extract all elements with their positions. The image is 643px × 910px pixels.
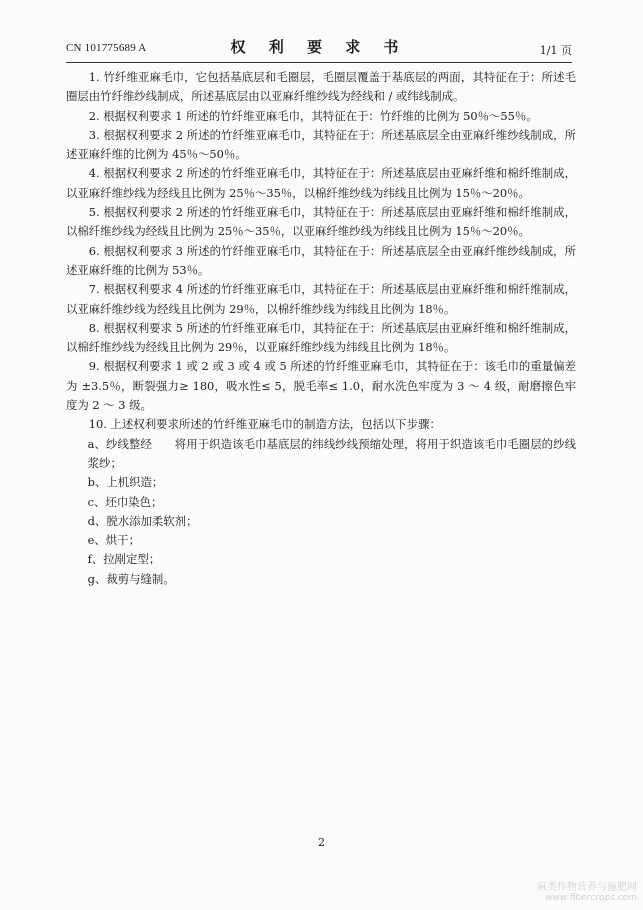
page-indicator: 1/1 页 (539, 44, 572, 57)
step-f: f、拉剐定型； (87, 552, 161, 567)
header-divider (66, 62, 572, 63)
claim-3: 3. 根据权利要求 2 所述的竹纤维亚麻毛巾，其特征在于：所述基底层全由亚麻纤维纱线制成，所述亚麻纤维的比例为 45％～50％。 (66, 127, 576, 162)
step-d: d、脱水添加柔软剂； (87, 513, 198, 528)
step-c: c、坯巾染色； (87, 494, 163, 509)
claim-9: 9. 根据权利要求 1 或 2 或 3 或 4 或 5 所述的竹纤维亚麻毛巾，其特征在于：该毛巾的重量偏差为 ±3.5％，断裂强力≥ 180，吸水性≤ 5，脱毛率≤ 1.0，耐水洗色牢度为 3 ～ 4 级，耐磨擦色牢度为 2 ～ 3 级。 (66, 359, 576, 413)
watermark-text: 麻类作物营养与施肥网 (537, 882, 637, 893)
claim-5: 5. 根据权利要求 2 所述的竹纤维亚麻毛巾，其特征在于：所述基底层由亚麻纤维和棉纤维制成，以棉纤维纱线为经线且比例为 25％～35％，以亚麻纤维纱线为纬线且比例为 15％～20％。 (66, 205, 576, 239)
step-g: g、裁剪与缝制。 (87, 571, 175, 586)
claim-8: 8. 根据权利要求 5 所述的竹纤维亚麻毛巾，其特征在于：所述基底层由亚麻纤维和棉纤维制成，以棉纤维纱线为经线且比例为 29％，以亚麻纤维纱线为纬线且比例为 18％。 (66, 320, 576, 355)
page-header (66, 36, 572, 58)
publication-number: CN 101775689 A (66, 42, 147, 54)
step-a: a、纱线整经 将用于织造该毛巾基底层的纬线纱线预缩处理，将用于织造该毛巾毛圈层的纱线浆纱； (87, 436, 576, 470)
document-title: 权 利 要 求 书 (230, 38, 408, 56)
watermark (537, 882, 637, 904)
claim-6: 6. 根据权利要求 3 所述的竹纤维亚麻毛巾，其特征在于：所述基底层全由亚麻纤维纱线制成，所述亚麻纤维的比例为 53％。 (66, 243, 576, 277)
claims-body (66, 68, 576, 589)
step-e: e、烘干； (87, 533, 140, 548)
step-b: b、上机织造； (87, 475, 164, 490)
page-number: 2 (318, 836, 325, 849)
watermark-url: www.fibercrops.com (545, 893, 637, 903)
claim-10: 10. 上述权利要求所述的竹纤维亚麻毛巾的制造方法，包括以下步骤： (88, 417, 441, 432)
claim-1: 1. 竹纤维亚麻毛巾，它包括基底层和毛圈层，毛圈层覆盖于基底层的两面，其特征在于：所述毛圈层由竹纤维纱线制成，所述基底层由以亚麻纤维纱线为经线和 / 或纬线制成。 (66, 70, 576, 104)
claim-4: 4. 根据权利要求 2 所述的竹纤维亚麻毛巾，其特征在于：所述基底层由亚麻纤维和棉纤维制成，以亚麻纤维纱线为经线且比例为 25％～35％，以棉纤维纱线为纬线且比例为 15％～20％。 (66, 166, 576, 200)
claim-7: 7. 根据权利要求 4 所述的竹纤维亚麻毛巾，其特征在于：所述基底层由亚麻纤维和棉纤维制成，以亚麻纤维纱线为经线且比例为 29％，以棉纤维纱线为纬线且比例为 18％。 (66, 282, 576, 316)
claim-2: 2. 根据权利要求 1 所述的竹纤维亚麻毛巾，其特征在于：竹纤维的比例为 50％～55％。 (88, 108, 538, 123)
